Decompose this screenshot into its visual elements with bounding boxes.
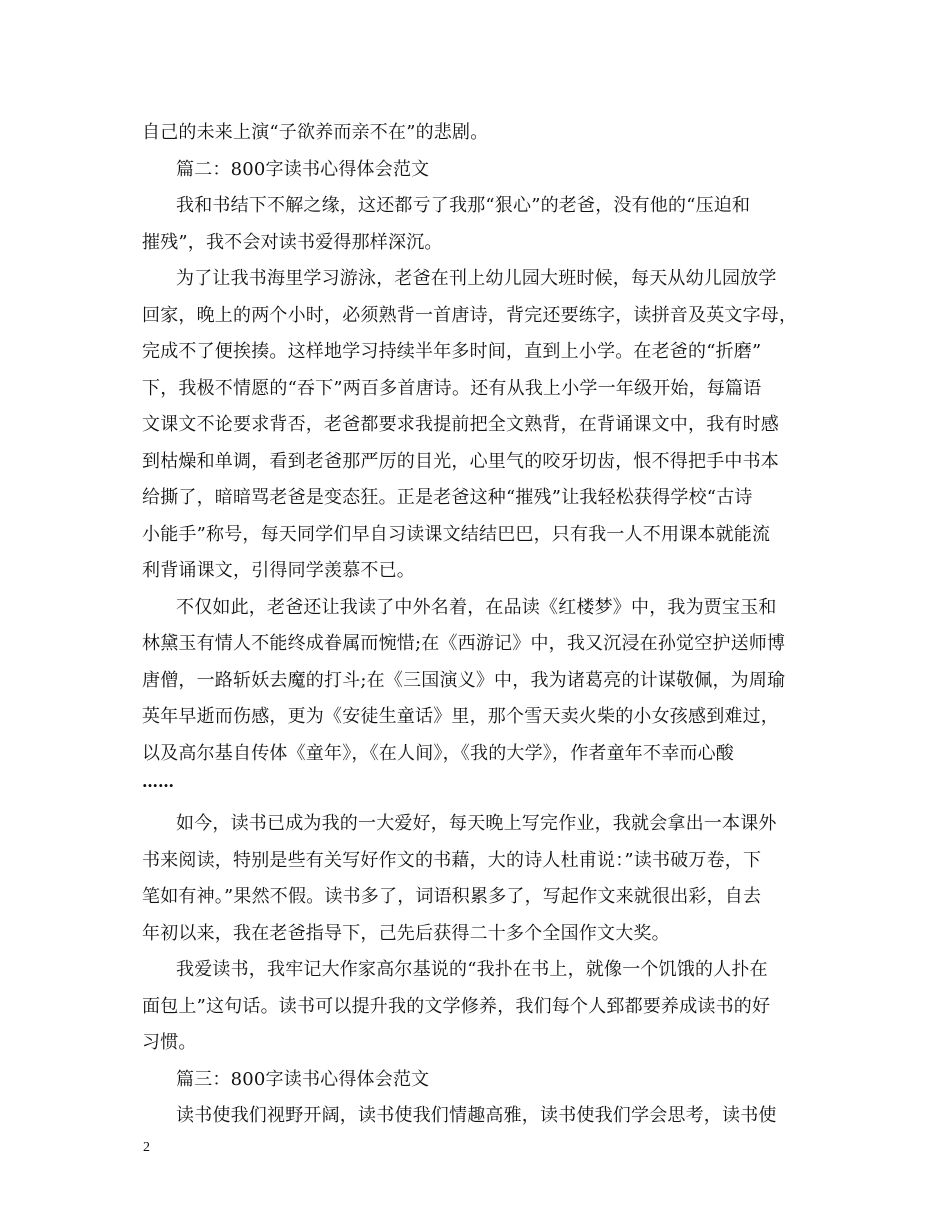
text-line: 读书使我们视野开阔，读书使我们情趣高雅，读书使我们学会思考，读书使: [176, 1105, 777, 1126]
text-line: 给撕了，暗暗骂老爸是变态狂。正是老爸这种“摧残”让我轻松获得学校“古诗: [142, 487, 753, 508]
text-line: 不仅如此，老爸还让我读了中外名着，在品读《红楼梦》中，我为贾宝玉和: [176, 596, 777, 618]
text-line: 摧残”，我不会对读书爱得那样深沉。: [142, 231, 443, 253]
text-line: 我爱读书，我牢记大作家高尔基说的“我扑在书上，就像一个饥饿的人扑在: [176, 959, 768, 980]
text-line: 利背诵课文，引得同学羡慕不已。: [142, 560, 415, 581]
page-number: 2: [143, 1140, 150, 1155]
text-line: 完成不了便挨揍。这样地学习持续半年多时间，直到上小学。在老爸的“折磨”: [142, 341, 762, 362]
text-line: 笔如有神。”果然不假。读书多了，词语积累多了，写起作文来就很出彩，自去: [142, 886, 762, 907]
text-line: 到枯燥和单调，看到老爸那严厉的目光，心里气的咬牙切齿，恨不得把手中书本: [142, 450, 779, 472]
text-line: 文课文不论要求背否，老爸都要求我提前把全文熟背，在背诵课文中，我有时感: [142, 414, 779, 435]
text-line: ……: [142, 772, 174, 791]
text-line: 以及高尔基自传体《童年》，《在人间》，《我的大学》，作者童年不幸而心酸: [142, 742, 734, 764]
text-line: 我和书结下不解之缘，这还都亏了我那“狠心”的老爸，没有他的“压迫和: [176, 195, 751, 216]
text-line: 下，我极不情愿的“吞下”两百多首唐诗。还有从我上小学一年级开始，每篇语: [142, 377, 762, 399]
text-line: 篇三：800字读书心得体会范文: [176, 1068, 430, 1090]
text-line: 面包上”这句话。读书可以提升我的文学修养，我们每个人郅都要养成读书的好: [142, 995, 771, 1017]
text-line: 为了让我书海里学习游泳，老爸在刊上幼儿园大班时候，每天从幼儿园放学: [176, 268, 777, 289]
text-line: 习惯。: [142, 1032, 197, 1053]
text-line: 篇二：800字读书心得体会范文: [176, 158, 430, 180]
document-body: [142, 115, 812, 1135]
text-line: 如今，读书已成为我的一大爱好，每天晚上写完作业，我就会拿出一本课外: [176, 813, 777, 834]
text-line: 唐僧，一路斩妖去魔的打斗;在《三国演义》中，我为诸葛亮的计谋敬佩，为周瑜: [142, 669, 786, 691]
text-line: 林黛玉有情人不能终成眷属而惋惜;在《西游记》中，我又沉浸在孙觉空护送师博: [142, 633, 786, 654]
text-line: 自己的未来上演“子欲养而亲不在”的悲剧。: [142, 122, 489, 143]
text-line: 小能手”称号，每天同学们早自习读课文结结巴巴，只有我一人不用课本就能流: [142, 523, 771, 545]
text-line: 书来阅读，特别是些有关写好作文的书藉，大的诗人杜甫说：”读书破万卷，下: [142, 849, 762, 871]
text-line: 回家，晚上的两个小时，必须熟背一首唐诗，背完还要练字，读拼音及英文字母，: [142, 304, 798, 326]
text-line: 年初以来，我在老爸指导下，己先后获得二十多个全国作文大奖。: [142, 922, 670, 944]
text-line: 英年早逝而伤感，更为《安徒生童话》里，那个雪天卖火柴的小女孩感到难过，: [142, 706, 779, 727]
